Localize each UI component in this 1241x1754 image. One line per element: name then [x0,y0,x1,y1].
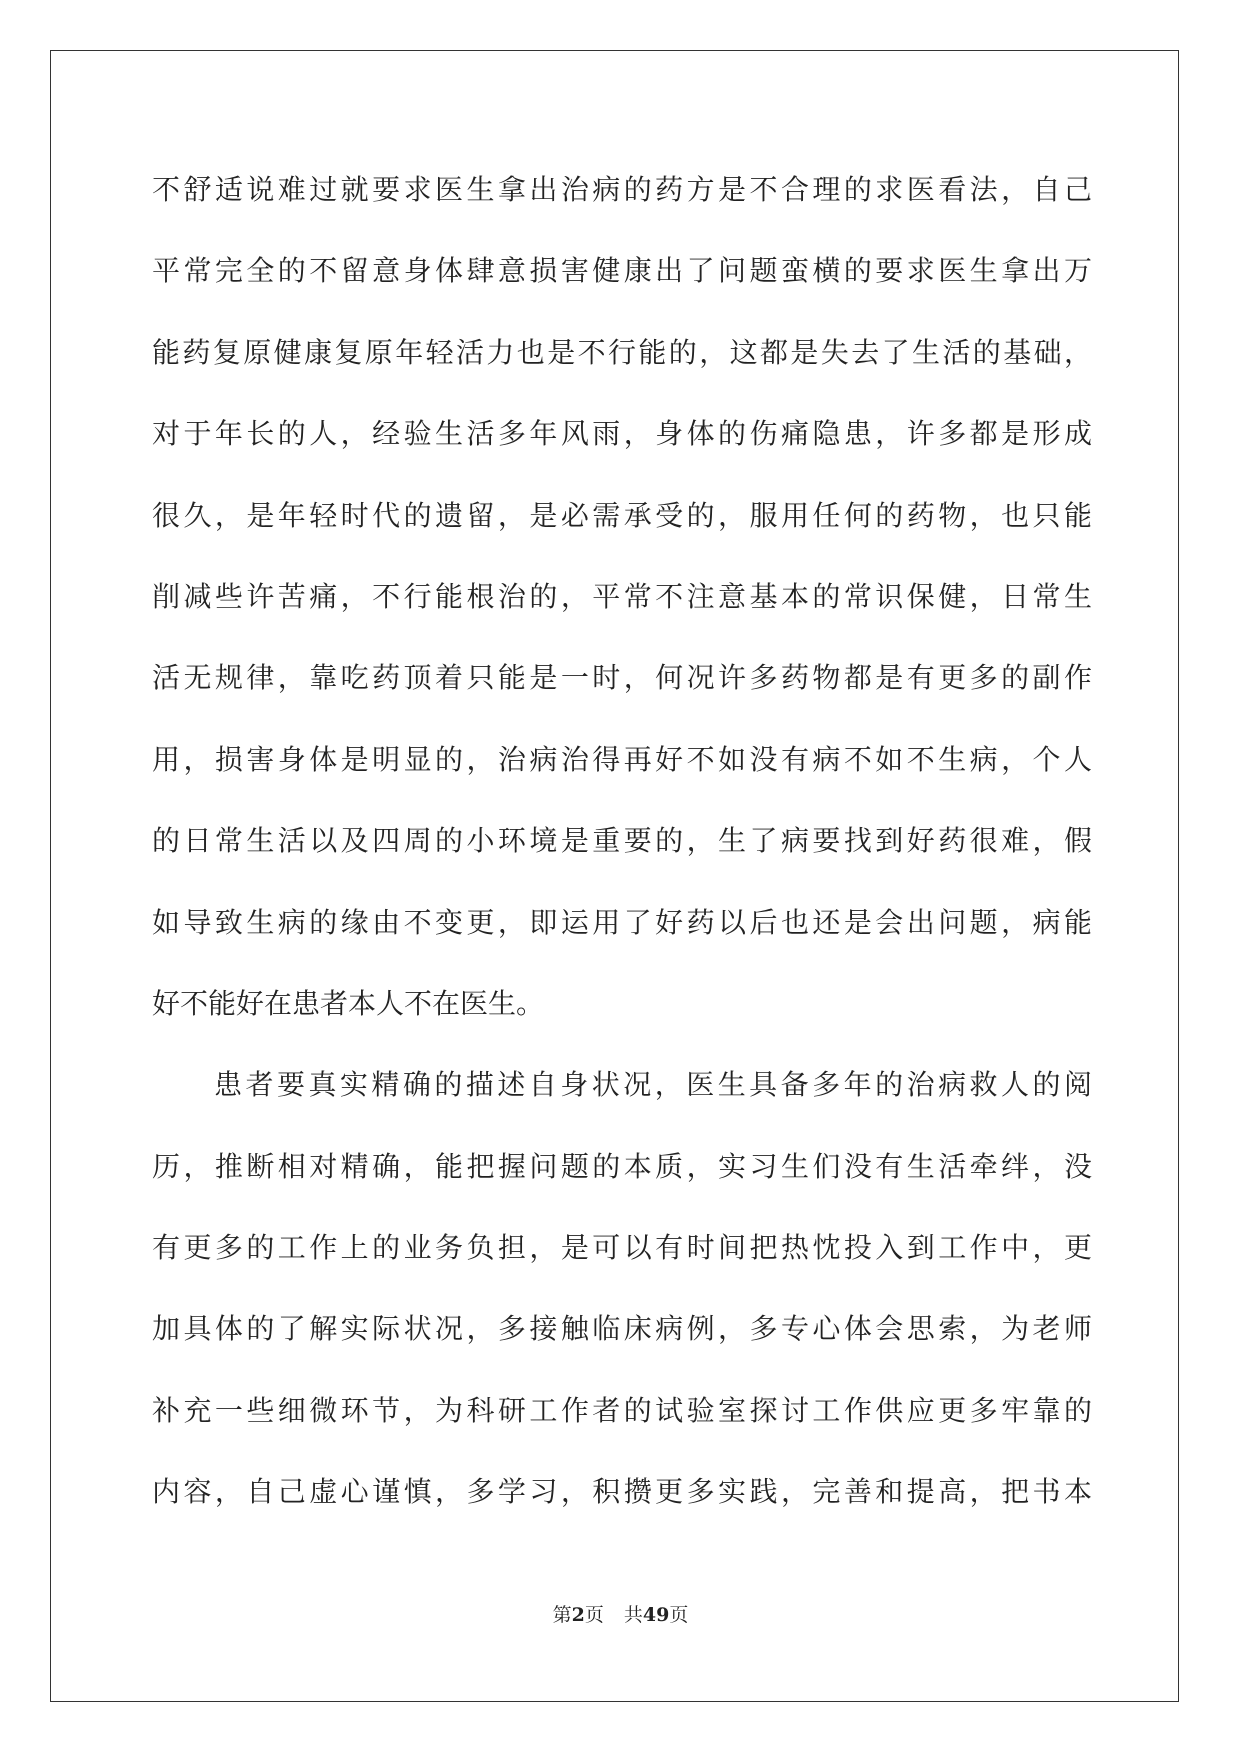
document-body [152,160,1092,1544]
page-footer [0,1600,1241,1627]
paragraph-2 [152,1055,1092,1543]
text-line: 加具体的了解实际状况，多接触临床病例，多专心体会思索，为老师 [152,1312,1092,1346]
total-pages: 49 [642,1604,670,1626]
text-line: 的日常生活以及四周的小环境是重要的，生了病要找到好药很难，假 [152,824,1092,858]
text-line: 平常完全的不留意身体肆意损害健康出了问题蛮横的要求医生拿出万 [152,254,1092,288]
text-line: 患者要真实精确的描述自身状况，医生具备多年的治病救人的阅 [214,1068,1092,1102]
text-line: 活无规律，靠吃药顶着只能是一时，何况许多药物都是有更多的副作 [152,661,1092,695]
text-line: 能药复原健康复原年轻活力也是不行能的，这都是失去了生活的基础， [152,335,1092,369]
text-line: 很久，是年轻时代的遗留，是必需承受的，服用任何的药物，也只能 [152,498,1092,532]
paragraph-1 [152,160,1092,1055]
page-prefix: 第 [552,1604,572,1626]
text-line: 用，损害身体是明显的，治病治得再好不如没有病不如不生病，个人 [152,742,1092,776]
total-suffix: 页 [669,1604,689,1626]
text-line: 对于年长的人，经验生活多年风雨，身体的伤痛隐患，许多都是形成 [152,417,1092,451]
text-line: 好不能好在患者本人不在医生。 [152,986,545,1020]
text-line: 不舒适说难过就要求医生拿出治病的药方是不合理的求医看法，自己 [152,173,1092,206]
text-line: 补充一些细微环节，为科研工作者的试验室探讨工作供应更多牢靠的 [152,1393,1092,1427]
text-line: 历，推断相对精确，能把握问题的本质，实习生们没有生活牵绊，没 [152,1149,1092,1183]
text-line: 内容，自己虚心谨慎，多学习，积攒更多实践，完善和提高，把书本 [152,1475,1092,1509]
text-line: 有更多的工作上的业务负担，是可以有时间把热忱投入到工作中，更 [152,1231,1092,1265]
page-number: 2 [571,1604,585,1626]
text-line: 如导致生病的缘由不变更，即运用了好药以后也还是会出问题，病能 [152,905,1092,939]
total-prefix: 共 [623,1604,643,1626]
page-suffix: 页 [584,1604,604,1626]
text-line: 削减些许苦痛，不行能根治的，平常不注意基本的常识保健，日常生 [152,579,1092,613]
